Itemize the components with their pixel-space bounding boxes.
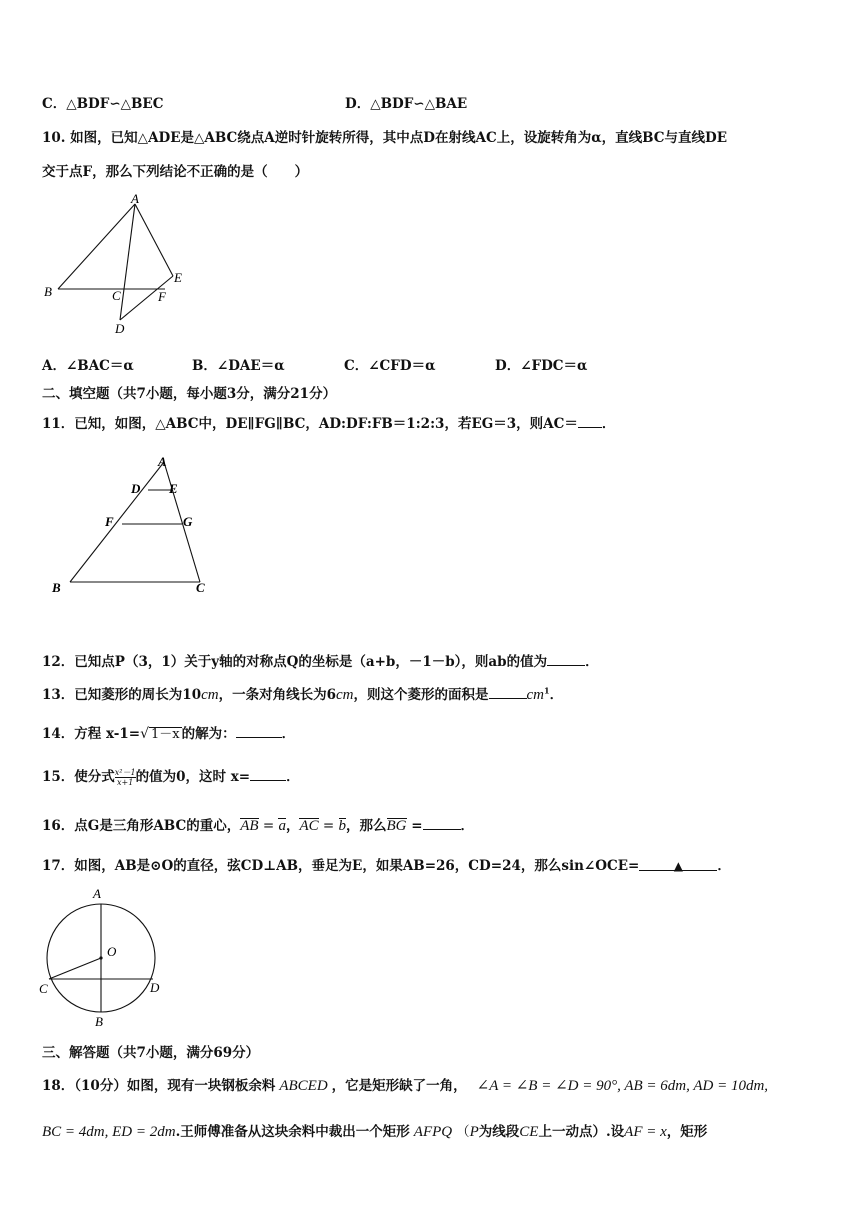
q10-option-c: C．∠CFD＝α xyxy=(344,358,436,374)
q17-figure xyxy=(36,884,176,1034)
q11-label-e: E xyxy=(169,481,178,496)
q17-answer-blank: ▲ xyxy=(639,858,717,871)
q17-label-c: C xyxy=(39,981,48,996)
q9-option-d: D．△BDF∽△BAE xyxy=(345,96,468,112)
q10-option-a: A．∠BAC＝α xyxy=(42,358,134,374)
q10-stem-line1: 10. 如图，已知△ADE是△ABC绕点A逆时针旋转所得，其中点D在射线AC上，设旋转角为α，直线BC与直线DE xyxy=(42,130,727,146)
q10-label-e: E xyxy=(174,270,182,285)
q11-answer-blank xyxy=(578,415,602,428)
q12-answer-blank xyxy=(547,653,585,666)
q11-label-b: B xyxy=(52,580,61,595)
q16-answer-blank xyxy=(423,817,461,830)
q17-stem: 17．如图，AB是⊙O的直径，弦CD⊥AB，垂足为E，如果AB=26，CD=24，那么sin∠OCE= ▲ ． xyxy=(42,858,731,874)
section-3-heading: 三、解答题（共7小题，满分69分） xyxy=(42,1045,260,1061)
q10-label-a: A xyxy=(131,192,139,206)
q10-option-b: B．∠DAE＝α xyxy=(192,358,285,374)
q11-label-a: A xyxy=(158,454,167,469)
q10-label-c: C xyxy=(112,288,121,303)
q14-radical: 1－x xyxy=(151,727,180,742)
q10-label-b: B xyxy=(44,284,52,299)
q11-label-g: G xyxy=(183,514,193,529)
q17-label-b: B xyxy=(95,1014,103,1029)
q14-stem: 14．方程 x-1=√ 1－x 的解为： ． xyxy=(42,726,296,742)
q17-label-o: O xyxy=(107,944,117,959)
q11-label-c: C xyxy=(196,580,205,595)
q18-stem-line2: BC = 4dm, ED = 2dm.王师傅准备从这块余料中裁出一个矩形 AFPQ （P为线段CE上一动点）.设AF = x，矩形 xyxy=(42,1124,708,1140)
q10-stem-line2: 交于点F，那么下列结论不正确的是（ ） xyxy=(42,164,309,180)
q10-label-d: D xyxy=(115,321,125,336)
q10-option-d: D．∠FDC＝α xyxy=(495,358,588,374)
section-2-heading: 二、填空题（共7小题，每小题3分，满分21分） xyxy=(42,386,337,402)
q15-answer-blank xyxy=(250,768,286,781)
q16-stem: 16．点G是三角形ABC的重心，AB = a，AC = b，那么BG = ． xyxy=(42,818,475,834)
q11-stem: 11．已知，如图，△ABC中，DE∥FG∥BC，AD:DF:FB＝1:2:3，若EG＝3，则AC＝ ． xyxy=(42,416,616,432)
q13-answer-blank xyxy=(489,686,527,699)
q12-text: 12．已知点P（3，1）关于y轴的对称点Q的坐标是（a+b，－1－b），则ab的值为 xyxy=(42,654,548,670)
q11-label-d: D xyxy=(131,481,141,496)
q10-figure xyxy=(40,192,200,342)
q13-stem: 13．已知菱形的周长为10cm，一条对角线长为6cm，则这个菱形的面积是 $cm^1$． xyxy=(42,685,564,703)
q14-answer-blank xyxy=(236,725,282,738)
q11-figure xyxy=(48,452,218,602)
q10-label-f: F xyxy=(158,289,166,304)
q15-fraction: $\frac{\text{x²－1}}{x+1}$ xyxy=(114,768,136,787)
q15-stem: 15．使分式$\frac{\text{x²－1}}{x+1}$ 的值为0，这时 x= ． xyxy=(42,768,300,787)
q11-label-f: F xyxy=(105,514,114,529)
q11-text: 11．已知，如图，△ABC中，DE∥FG∥BC，AD:DF:FB＝1:2:3，若EG＝3，则AC＝ xyxy=(42,416,578,432)
q12-stem: 12．已知点P（3，1）关于y轴的对称点Q的坐标是（a+b，－1－b），则ab的值为 ． xyxy=(42,654,599,670)
q18-stem-line1: 18．（10分）如图，现有一块钢板余料 ABCED ，它是矩形缺了一角， ∠A = ∠B = ∠D = 90°, AB = 6dm, AD = 10dm, xyxy=(42,1078,769,1094)
q17-label-d: D xyxy=(150,980,160,995)
q17-label-a: A xyxy=(93,886,101,901)
q9-option-c: C．△BDF∽△BEC xyxy=(42,96,164,112)
